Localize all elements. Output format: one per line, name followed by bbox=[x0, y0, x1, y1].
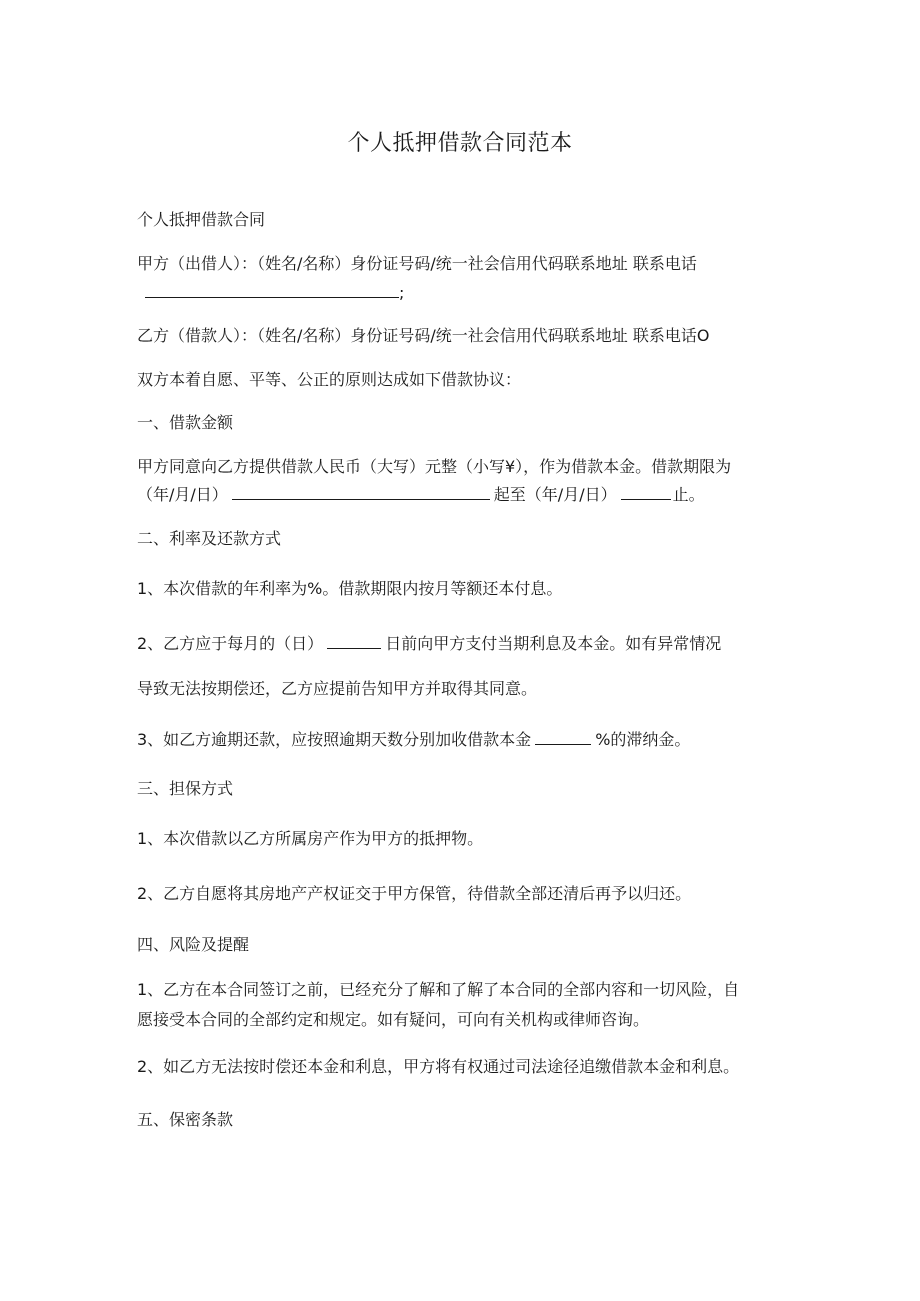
section2-item1: 1、本次借款的年利率为%。借款期限内按月等额还本付息。 bbox=[137, 579, 563, 598]
late-fee-prefix: 3、如乙方逾期还款，应按照逾期天数分别加收借款本金 bbox=[137, 730, 532, 749]
section2-heading: 二、利率及还款方式 bbox=[137, 529, 282, 548]
party-a-blank-line bbox=[145, 281, 404, 305]
contract-subtitle: 个人抵押借款合同 bbox=[137, 210, 266, 229]
loan-end-date-blank bbox=[621, 483, 671, 500]
party-b-line: 乙方（借款人）：（姓名/名称）身份证号码/统一社会信用代码联系地址 联系电话O bbox=[137, 326, 710, 345]
section3-item2: 2、乙方自愿将其房地产产权证交于甲方保管，待借款全部还清后再予以归还。 bbox=[137, 884, 692, 903]
late-fee-rate-blank bbox=[535, 728, 591, 745]
section2-item2-line2: 导致无法按期偿还，乙方应提前告知甲方并取得其同意。 bbox=[137, 679, 538, 698]
section2-item3 bbox=[137, 728, 690, 752]
section4-item1-line1: 1、乙方在本合同签订之前，已经充分了解和了解了本合同的全部内容和一切风险，自 bbox=[137, 980, 740, 999]
section5-heading: 五、保密条款 bbox=[137, 1110, 234, 1129]
late-fee-suffix: %的滞纳金。 bbox=[595, 730, 691, 749]
payment-day-suffix: 日前向甲方支付当期利息及本金。如有异常情况 bbox=[385, 634, 722, 653]
section3-item1: 1、本次借款以乙方所属房产作为甲方的抵押物。 bbox=[137, 829, 484, 848]
loan-start-date-blank bbox=[232, 483, 490, 500]
payment-day-prefix: 2、乙方应于每月的（日） bbox=[137, 634, 324, 653]
payment-day-blank bbox=[327, 632, 381, 649]
section1-paragraph-line2 bbox=[137, 483, 705, 507]
section2-item2-line1 bbox=[137, 632, 721, 656]
section3-heading: 三、担保方式 bbox=[137, 779, 234, 798]
section1-heading: 一、借款金额 bbox=[137, 413, 234, 432]
section4-heading: 四、风险及提醒 bbox=[137, 935, 250, 954]
section4-item2: 2、如乙方无法按时偿还本金和利息，甲方将有权通过司法途径追缴借款本金和利息。 bbox=[137, 1057, 740, 1076]
intro-paragraph: 双方本着自愿、平等、公正的原则达成如下借款协议： bbox=[137, 370, 522, 389]
party-a-line-end: ; bbox=[399, 283, 405, 302]
party-a-line: 甲方（出借人）：（姓名/名称）身份证号码/统一社会信用代码联系地址 联系电话 bbox=[137, 254, 697, 273]
section4-item1-line2: 愿接受本合同的全部约定和规定。如有疑问，可向有关机构或律师咨询。 bbox=[137, 1010, 650, 1029]
loan-end-suffix: 止。 bbox=[672, 485, 705, 504]
party-a-blank bbox=[145, 281, 399, 298]
section1-paragraph-line1: 甲方同意向乙方提供借款人民币（大写）元整（小写¥），作为借款本金。借款期限为 bbox=[137, 457, 732, 476]
document-title: 个人抵押借款合同范本 bbox=[347, 131, 573, 156]
loan-start-date-label: （年/月/日） bbox=[137, 485, 228, 504]
loan-end-date-label: 起至（年/月/日） bbox=[493, 485, 617, 504]
